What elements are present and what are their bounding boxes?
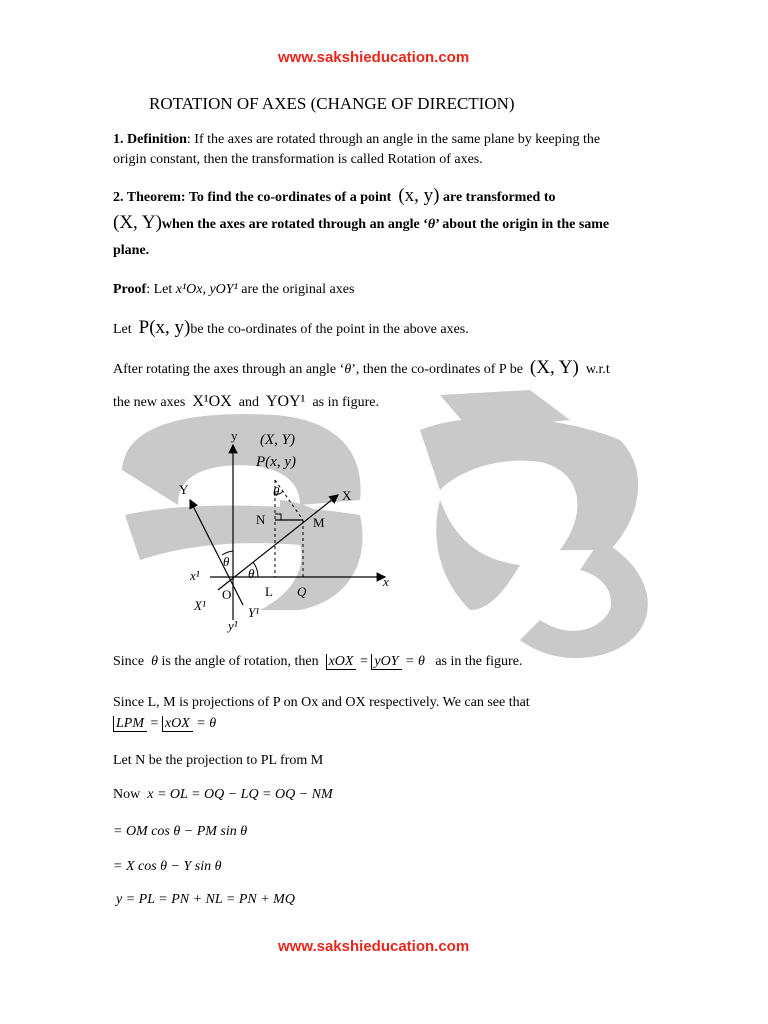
theorem-line-2 [113,213,609,235]
let-point-math: P(x, y) [138,317,191,338]
proof-line [113,280,354,300]
label-Q: Q [297,584,307,599]
label-x1: x¹ [190,568,200,583]
label-theta-top: θ [273,484,280,499]
after-text-a: After rotating the axes through an angle ‘ [113,362,345,377]
theorem-point-xy: (x, y) [398,185,440,206]
label-Xcap: X [342,488,352,503]
after-text-b: ’, then the co-ordinates of P be [351,362,523,377]
label-theta-bottom: θ [248,566,255,581]
now-label: Now [113,787,141,802]
since-line-2: Since L, M is projections of P on Ox and OX respectively. We can see that [113,695,530,710]
equation-4: y = PL = PN + NL = PN + MQ [116,892,295,907]
new-text-b: as in figure. [312,395,379,410]
label-x: x [383,574,389,589]
let-text-b: be the co-ordinates of the point in the above axes. [190,322,469,337]
new-and: and [238,395,259,410]
theorem-line-1 [113,186,556,208]
theorem-text-2b: ’ about the origin in the same [435,217,610,232]
definition-line-1 [113,130,600,150]
definition-label: 1. Definition [113,132,187,147]
equation-3: = X cos θ − Y sin θ [113,859,222,874]
theorem-text-2a: when the axes are rotated through an angle ‘ [161,217,428,232]
after-theta: θ [344,362,352,377]
new-axes-math-1: X¹OX [192,393,232,410]
new-axes-math-2: YOY¹ [266,393,306,410]
since-text-c: as in the figure. [435,654,523,669]
since2-eq-2: = θ [196,716,217,731]
label-Pxy: P(x, y) [256,454,296,470]
X-axis-line [218,495,338,590]
header-site-url[interactable]: www.sakshieducation.com [278,49,470,66]
since-line-3 [113,714,216,734]
after-text-c: w.r.t [585,362,610,377]
label-O: O [222,587,232,602]
proof-text-a: : Let [146,282,173,297]
let-n-line: Let N be the projection to PL from M [113,753,324,768]
after-point-math: (X, Y) [529,357,579,378]
label-Y1: Y¹ [248,605,260,620]
new-text-a: the new axes [113,395,186,410]
proof-label: Proof [113,282,147,297]
footer-site-url[interactable]: www.sakshieducation.com [278,938,470,955]
angle-xOX: xOX [326,654,357,670]
new-axes-line [113,392,379,413]
let-line [113,318,469,340]
label-y1: y¹ [228,618,238,633]
equation-2: = OM cos θ − PM sin θ [113,824,248,839]
angle-LPM: LPM [113,716,147,732]
label-N: N [256,512,266,527]
page-title: ROTATION OF AXES (CHANGE OF DIRECTION) [149,94,515,113]
now-expression: x = OL = OQ − LQ = OQ − NM [147,787,333,802]
equation-now [113,785,333,805]
label-X1: X¹ [194,598,206,613]
right-angle-mark [275,514,281,520]
proof-axes-math: x¹Ox, yOY¹ [175,282,238,297]
since-theta: θ [151,654,158,669]
label-theta-left: θ [223,554,230,569]
label-L: L [265,584,273,599]
label-Ycap: Y [179,482,189,497]
rotation-diagram [170,420,410,640]
since-text-b: is the angle of rotation, then [161,654,319,669]
theorem-line-3: plane. [113,243,150,258]
since-eq-2: = θ [405,654,425,669]
let-text-a: Let [113,322,132,337]
since-line-1 [113,652,522,672]
Y-axis-line [190,500,243,605]
theorem-point-XY: (X, Y) [113,212,162,233]
since-text-a: Since [113,654,145,669]
theorem-theta: θ [427,217,436,232]
label-M: M [313,515,325,530]
since2-eq-1: = [150,716,159,731]
since-eq-1: = [359,654,368,669]
definition-text-1: : If the axes are rotated through an angle in the same plane by keeping the [186,132,601,147]
after-line [113,358,610,380]
label-XY: (X, Y) [260,432,295,448]
theorem-text-1b: are transformed to [443,190,556,205]
label-y: y [231,428,238,443]
proof-text-b: are the original axes [241,282,355,297]
definition-line-2: origin constant, then the transformation is called Rotation of axes. [113,152,483,167]
angle-yOY: yOY [371,654,401,670]
theorem-text-1a: 2. Theorem: To find the co-ordinates of a point [113,190,392,205]
angle-xOX-2: xOX [162,716,193,732]
